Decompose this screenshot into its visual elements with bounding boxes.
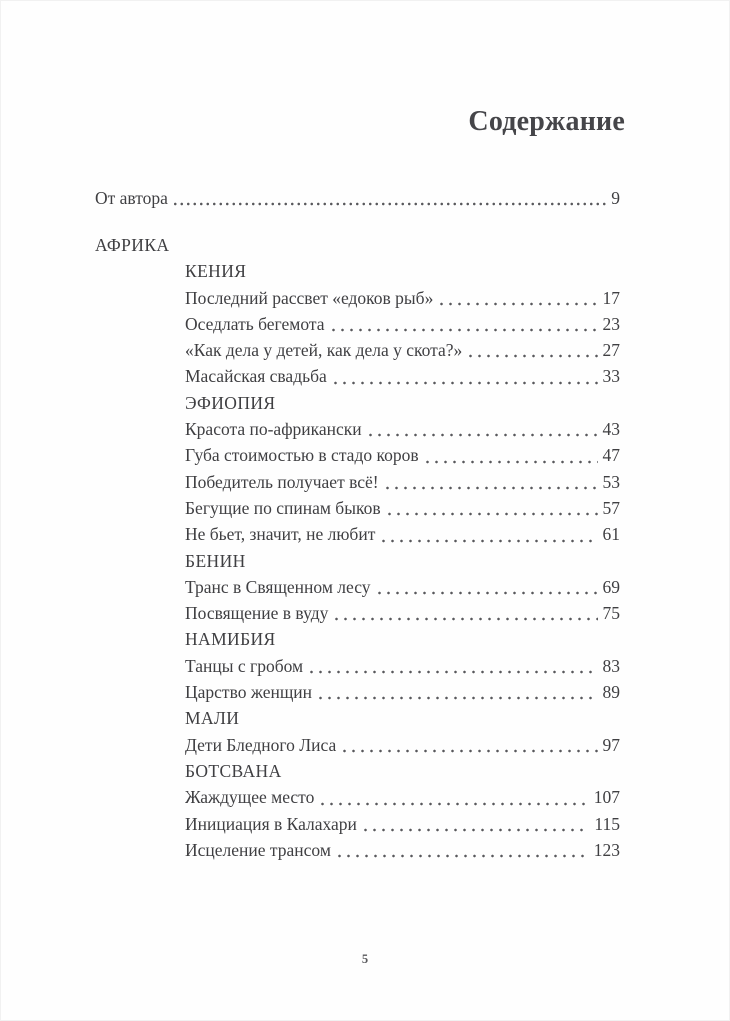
page-title: Содержание <box>468 106 625 137</box>
toc-entry-label: Победитель получает всё! <box>185 471 379 492</box>
toc-section-label: АФРИКА <box>95 235 170 255</box>
toc-subsection-label: НАМИБИЯ <box>185 629 276 650</box>
toc-entry <box>185 495 620 521</box>
toc-entry <box>185 521 620 547</box>
toc-entry <box>185 311 620 337</box>
toc-subsection-label: БОТСВАНА <box>185 760 282 781</box>
toc-entry-page: 23 <box>602 313 620 334</box>
toc-entry-page: 53 <box>602 471 620 492</box>
toc-front-item-page: 9 <box>611 188 620 208</box>
toc-entry-label: Бегущие по спинам быков <box>185 497 381 518</box>
toc-entry <box>185 285 620 311</box>
toc-subsection-label: МАЛИ <box>185 708 240 729</box>
toc-entry-label: Масайская свадьба <box>185 366 327 387</box>
toc-entry-label: Жаждущее место <box>185 787 315 808</box>
toc-entry-page: 83 <box>602 655 620 676</box>
toc-entry <box>185 574 620 600</box>
toc-front-item-label: От автора <box>95 188 168 208</box>
toc-subsection-kenya <box>185 258 620 284</box>
toc-entry-page: 107 <box>593 787 620 808</box>
toc-entry-page: 69 <box>602 576 620 597</box>
toc-entry-label: «Как дела у детей, как дела у скота?» <box>185 340 463 361</box>
dot-leader <box>422 442 598 468</box>
toc-subsection-label: КЕНИЯ <box>185 261 247 282</box>
toc-entry-page: 33 <box>602 366 620 387</box>
toc-entry <box>185 600 620 626</box>
dot-leader <box>378 521 597 547</box>
toc-entry <box>185 784 620 810</box>
toc-subsection-botswana <box>185 758 620 784</box>
toc-subsection-ethiopia <box>185 390 620 416</box>
dot-leader <box>331 600 597 626</box>
toc-entry-label: Исцеление трансом <box>185 839 331 860</box>
toc-entry-label: Инициация в Калахари <box>185 813 357 834</box>
toc-subsection-label: БЕНИН <box>185 550 246 571</box>
toc-entry <box>185 469 620 495</box>
toc-entry-page: 75 <box>602 603 620 624</box>
toc-entry-label: Красота по-африкански <box>185 419 362 440</box>
toc-entry <box>185 416 620 442</box>
toc-entry-label: Танцы с гробом <box>185 655 304 676</box>
dot-leader <box>384 495 598 521</box>
toc-entry <box>185 363 620 389</box>
toc-entry-label: Дети Бледного Лиса <box>185 734 337 755</box>
toc-entry-label: Губа стоимостью в стадо коров <box>185 445 419 466</box>
dot-leader <box>465 337 597 363</box>
dot-leader <box>330 363 598 389</box>
dot-leader <box>171 185 606 211</box>
toc-subsection-label: ЭФИОПИЯ <box>185 392 276 413</box>
toc-entry <box>185 679 620 705</box>
toc-entry-page: 115 <box>594 813 620 834</box>
toc-entry <box>185 337 620 363</box>
toc-entry <box>185 442 620 468</box>
toc-entry-label: Последний рассвет «едоков рыб» <box>185 287 434 308</box>
toc-entry-label: Посвящение в вуду <box>185 603 329 624</box>
toc-entry-page: 123 <box>593 839 620 860</box>
dot-leader <box>315 679 597 705</box>
toc-entry <box>185 653 620 679</box>
toc-entry-label: Не бьет, значит, не любит <box>185 524 376 545</box>
toc-entry-label: Царство женщин <box>185 682 313 703</box>
dot-leader <box>328 311 598 337</box>
toc-entry-page: 89 <box>602 682 620 703</box>
toc-section-africa <box>95 232 620 258</box>
dot-leader <box>334 837 589 863</box>
toc-entry <box>185 811 620 837</box>
dot-leader <box>317 784 588 810</box>
toc-entry-label: Транс в Священном лесу <box>185 576 371 597</box>
toc-entry-page: 47 <box>602 445 620 466</box>
dot-leader <box>365 416 598 442</box>
toc-subsection-namibia <box>185 626 620 652</box>
dot-leader <box>339 732 597 758</box>
toc-entry-page: 17 <box>602 287 620 308</box>
toc-list <box>95 232 620 863</box>
toc-subsection-mali <box>185 705 620 731</box>
toc-entry-page: 27 <box>602 340 620 361</box>
dot-leader <box>374 574 598 600</box>
toc-front-item <box>95 185 620 211</box>
toc-entry-page: 61 <box>602 524 620 545</box>
dot-leader <box>382 469 598 495</box>
dot-leader <box>360 811 589 837</box>
folio-page-number: 5 <box>361 952 369 966</box>
dot-leader <box>436 285 597 311</box>
toc-entry-page: 97 <box>602 734 620 755</box>
toc-subsection-benin <box>185 548 620 574</box>
toc-entry-page: 57 <box>602 497 620 518</box>
dot-leader <box>306 653 597 679</box>
toc-entry-label: Оседлать бегемота <box>185 313 325 334</box>
toc-entry-page: 43 <box>602 419 620 440</box>
toc-entry <box>185 837 620 863</box>
toc-entry <box>185 732 620 758</box>
